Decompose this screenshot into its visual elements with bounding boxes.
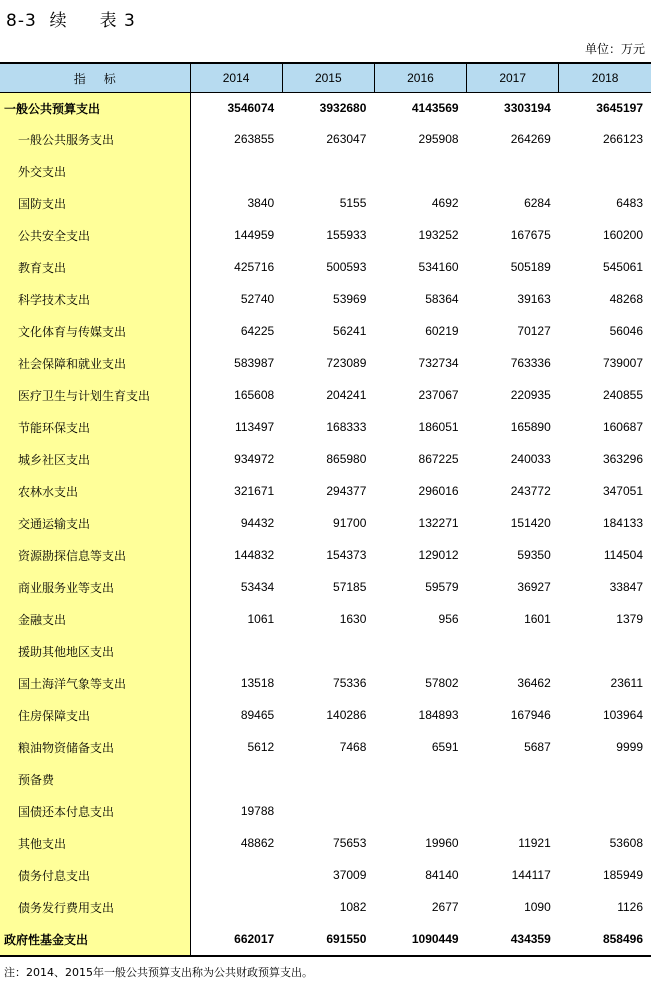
table-row — [0, 635, 651, 667]
value-cell: 33847 — [609, 580, 643, 594]
value-cell: 186051 — [418, 420, 459, 434]
value-cell: 57802 — [425, 676, 459, 690]
value-cell — [559, 763, 651, 795]
value-cell: 263047 — [326, 132, 367, 146]
value-cell — [190, 763, 282, 795]
value-cell: 19788 — [240, 804, 275, 818]
value-cell: 167946 — [510, 708, 551, 722]
row-label: 援助其他地区支出 — [0, 635, 190, 667]
row-label: 国土海洋气象等支出 — [0, 667, 190, 699]
value-cell: 129012 — [418, 548, 459, 562]
row-label: 一般公共服务支出 — [0, 123, 190, 155]
value-cell — [190, 635, 282, 667]
row-label: 国防支出 — [0, 187, 190, 219]
value-cell: 13518 — [240, 676, 275, 690]
value-cell: 53969 — [333, 292, 367, 306]
row-label: 资源勘探信息等支出 — [0, 539, 190, 571]
value-cell: 39163 — [517, 292, 551, 306]
table-row — [0, 859, 651, 891]
value-cell — [282, 763, 374, 795]
value-cell: 53608 — [609, 836, 643, 850]
value-cell: 763336 — [510, 356, 551, 370]
value-cell — [282, 635, 374, 667]
value-cell: 295908 — [418, 132, 459, 146]
row-label: 一般公共预算支出 — [0, 93, 190, 124]
value-cell: 168333 — [326, 420, 367, 434]
value-cell: 583987 — [234, 356, 275, 370]
value-cell: 5612 — [247, 740, 275, 754]
value-cell: 1090 — [524, 900, 551, 914]
value-cell — [374, 635, 466, 667]
value-cell: 185949 — [602, 868, 643, 882]
table-row — [0, 283, 651, 315]
value-cell: 505189 — [510, 260, 551, 274]
value-cell: 165890 — [510, 420, 551, 434]
value-cell: 3840 — [247, 196, 275, 210]
value-cell: 57185 — [333, 580, 367, 594]
value-cell — [467, 763, 559, 795]
data-table — [0, 62, 651, 957]
value-cell — [374, 155, 466, 187]
value-cell: 23611 — [610, 676, 643, 690]
row-label: 外交支出 — [0, 155, 190, 187]
value-cell: 155933 — [326, 228, 367, 242]
value-cell: 4143569 — [411, 101, 459, 115]
value-cell: 1601 — [524, 612, 551, 626]
table-row — [0, 315, 651, 347]
value-cell: 144832 — [234, 548, 275, 562]
value-cell: 3546074 — [227, 101, 275, 115]
table-row — [0, 827, 651, 859]
row-label: 医疗卫生与计划生育支出 — [0, 379, 190, 411]
value-cell: 1090449 — [374, 923, 466, 956]
indicator-header: 指标 — [0, 63, 190, 93]
value-cell: 347051 — [602, 484, 643, 498]
table-row — [0, 539, 651, 571]
table-row — [0, 347, 651, 379]
value-cell: 321671 — [234, 484, 275, 498]
table-row — [0, 507, 651, 539]
value-cell: 151420 — [510, 516, 551, 530]
value-cell: 240855 — [602, 388, 643, 402]
row-label: 债务付息支出 — [0, 859, 190, 891]
table-row — [0, 603, 651, 635]
year-header-2015: 2015 — [282, 63, 374, 93]
value-cell: 103964 — [602, 708, 643, 722]
value-cell: 9999 — [616, 740, 643, 754]
value-cell: 114504 — [603, 548, 643, 562]
row-label: 其他支出 — [0, 827, 190, 859]
value-cell: 662017 — [190, 923, 282, 956]
table-row — [0, 187, 651, 219]
footnote: 注：2014、2015年一般公共预算支出称为公共财政预算支出。 — [4, 966, 313, 979]
unit-label: 单位：万元 — [584, 42, 645, 56]
value-cell: 184893 — [418, 708, 459, 722]
row-label: 节能环保支出 — [0, 411, 190, 443]
value-cell: 425716 — [234, 260, 275, 274]
value-cell: 3303194 — [504, 101, 551, 115]
row-label: 公共安全支出 — [0, 219, 190, 251]
table-row — [0, 443, 651, 475]
value-cell: 1630 — [339, 612, 367, 626]
value-cell: 237067 — [418, 388, 459, 402]
row-label: 债务发行费用支出 — [0, 891, 190, 923]
row-label: 文化体育与传媒支出 — [0, 315, 190, 347]
value-cell: 48268 — [609, 292, 643, 306]
value-cell: 75336 — [333, 676, 367, 690]
value-cell: 867225 — [418, 452, 459, 466]
year-header-2016: 2016 — [374, 63, 466, 93]
value-cell: 263855 — [234, 132, 275, 146]
value-cell: 243772 — [510, 484, 551, 498]
value-cell: 1061 — [247, 612, 275, 626]
value-cell — [190, 155, 282, 187]
row-label: 预备费 — [0, 763, 190, 795]
value-cell: 167675 — [510, 228, 551, 242]
value-cell: 37009 — [333, 868, 367, 882]
value-cell: 140286 — [326, 708, 367, 722]
value-cell — [467, 155, 559, 187]
value-cell: 6284 — [524, 196, 551, 210]
value-cell: 19960 — [425, 836, 459, 850]
value-cell: 956 — [438, 612, 459, 626]
value-cell: 2677 — [431, 900, 459, 914]
value-cell: 434359 — [467, 923, 559, 956]
table-row — [0, 251, 651, 283]
value-cell: 193252 — [418, 228, 459, 242]
value-cell: 3645197 — [596, 101, 643, 115]
year-header-2018: 2018 — [559, 63, 651, 93]
value-cell: 1082 — [339, 900, 367, 914]
value-cell — [374, 795, 466, 827]
value-cell: 144959 — [234, 228, 275, 242]
table-row — [0, 763, 651, 795]
value-cell: 934972 — [234, 452, 275, 466]
table-row — [0, 123, 651, 155]
row-label: 教育支出 — [0, 251, 190, 283]
value-cell: 240033 — [510, 452, 551, 466]
value-cell: 94432 — [240, 516, 275, 530]
value-cell: 220935 — [510, 388, 551, 402]
value-cell: 5155 — [339, 196, 367, 210]
value-cell: 160200 — [602, 228, 643, 242]
value-cell: 64225 — [240, 324, 275, 338]
value-cell: 7468 — [339, 740, 367, 754]
table-row — [0, 379, 651, 411]
value-cell: 5687 — [524, 740, 551, 754]
value-cell: 113497 — [235, 420, 275, 434]
value-cell: 204241 — [326, 388, 367, 402]
value-cell: 160687 — [602, 420, 643, 434]
row-label: 交通运输支出 — [0, 507, 190, 539]
value-cell: 6483 — [616, 196, 643, 210]
value-cell: 56046 — [609, 324, 643, 338]
table-row — [0, 731, 651, 763]
value-cell: 60219 — [425, 324, 459, 338]
table-row — [0, 667, 651, 699]
value-cell: 534160 — [418, 260, 459, 274]
value-cell: 6591 — [431, 740, 459, 754]
table-row — [0, 475, 651, 507]
row-label: 金融支出 — [0, 603, 190, 635]
value-cell: 132271 — [418, 516, 459, 530]
row-label: 城乡社区支出 — [0, 443, 190, 475]
value-cell: 858496 — [559, 923, 651, 956]
row-label: 农林水支出 — [0, 475, 190, 507]
value-cell: 723089 — [326, 356, 367, 370]
row-label: 社会保障和就业支出 — [0, 347, 190, 379]
value-cell: 48862 — [240, 836, 275, 850]
table-row — [0, 795, 651, 827]
table-title: 8-3 续 表 3 — [6, 11, 136, 31]
value-cell: 296016 — [418, 484, 459, 498]
value-cell: 1379 — [616, 612, 643, 626]
value-cell: 363296 — [602, 452, 643, 466]
table-row — [0, 93, 651, 124]
value-cell: 53434 — [240, 580, 275, 594]
table-row — [0, 411, 651, 443]
value-cell: 58364 — [425, 292, 459, 306]
value-cell — [559, 155, 651, 187]
value-cell: 89465 — [240, 708, 275, 722]
value-cell — [190, 859, 282, 891]
table-row — [0, 219, 651, 251]
year-header-2014: 2014 — [190, 63, 282, 93]
table-row — [0, 699, 651, 731]
row-label: 住房保障支出 — [0, 699, 190, 731]
value-cell: 184133 — [602, 516, 643, 530]
year-header-2017: 2017 — [467, 63, 559, 93]
value-cell: 70127 — [517, 324, 551, 338]
value-cell: 59350 — [517, 548, 551, 562]
value-cell: 84140 — [425, 868, 459, 882]
row-label: 科学技术支出 — [0, 283, 190, 315]
value-cell: 154373 — [326, 548, 367, 562]
value-cell — [559, 635, 651, 667]
value-cell: 3932680 — [319, 101, 367, 115]
value-cell: 59579 — [425, 580, 459, 594]
value-cell — [467, 635, 559, 667]
value-cell: 294377 — [326, 484, 367, 498]
value-cell — [374, 763, 466, 795]
value-cell: 11921 — [518, 836, 551, 850]
value-cell — [559, 795, 651, 827]
value-cell — [282, 795, 374, 827]
row-label: 商业服务业等支出 — [0, 571, 190, 603]
value-cell: 500593 — [326, 260, 367, 274]
header-row — [0, 63, 651, 93]
row-label: 粮油物资储备支出 — [0, 731, 190, 763]
data-table-container — [0, 62, 651, 957]
value-cell: 75653 — [333, 836, 367, 850]
table-row — [0, 155, 651, 187]
value-cell — [467, 795, 559, 827]
value-cell: 52740 — [240, 292, 275, 306]
row-label: 政府性基金支出 — [0, 923, 190, 956]
value-cell: 264269 — [510, 132, 551, 146]
value-cell: 691550 — [282, 923, 374, 956]
value-cell — [282, 155, 374, 187]
value-cell: 36927 — [517, 580, 551, 594]
table-row — [0, 923, 651, 956]
table-body — [0, 93, 651, 957]
value-cell: 739007 — [602, 356, 643, 370]
value-cell: 144117 — [511, 868, 551, 882]
value-cell: 4692 — [431, 196, 459, 210]
value-cell: 865980 — [326, 452, 367, 466]
value-cell: 266123 — [602, 132, 643, 146]
table-row — [0, 571, 651, 603]
table-row — [0, 891, 651, 923]
row-label: 国债还本付息支出 — [0, 795, 190, 827]
value-cell: 91700 — [333, 516, 367, 530]
value-cell: 56241 — [333, 324, 367, 338]
value-cell: 1126 — [617, 900, 643, 914]
value-cell: 732734 — [418, 356, 459, 370]
value-cell — [190, 891, 282, 923]
value-cell: 545061 — [602, 260, 643, 274]
value-cell: 165608 — [234, 388, 275, 402]
value-cell: 36462 — [517, 676, 551, 690]
